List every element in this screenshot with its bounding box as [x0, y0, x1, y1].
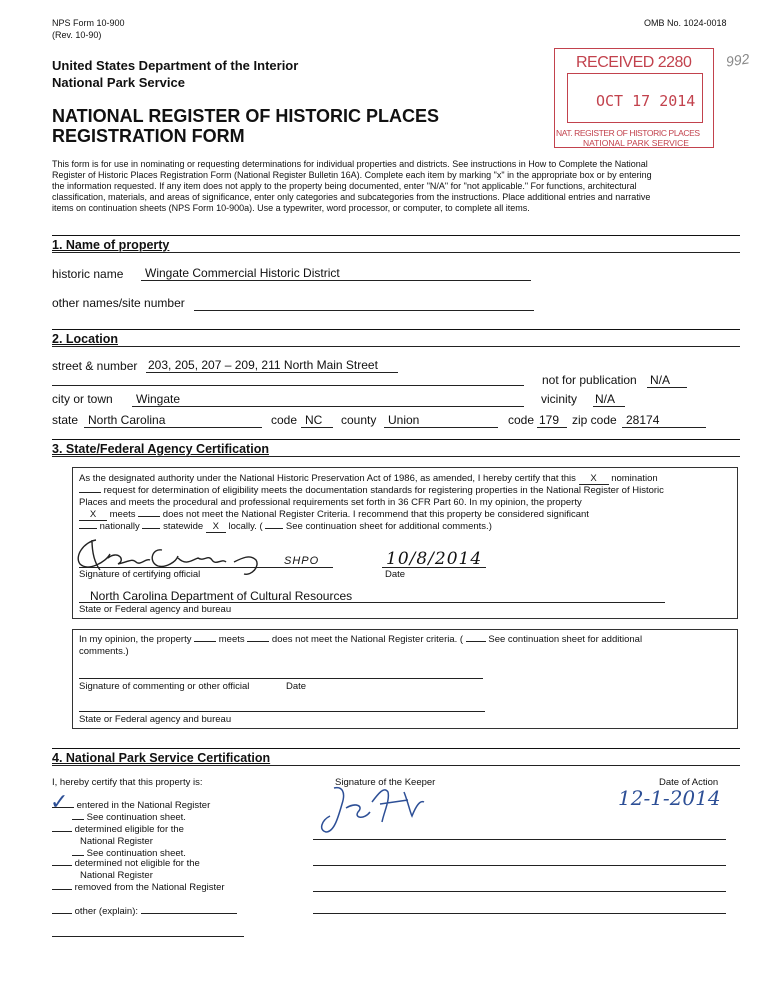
opinion-not-meet-mark[interactable]	[247, 641, 269, 642]
state-value: North Carolina	[88, 413, 166, 427]
other-names-label: other names/site number	[52, 296, 185, 310]
city-field[interactable]	[132, 392, 524, 407]
keeper-signature	[312, 782, 452, 838]
nps-item-continuation-2[interactable]: See continuation sheet.	[72, 848, 186, 859]
stamp-line2: NATIONAL PARK SERVICE	[583, 138, 689, 148]
zip-field[interactable]	[622, 413, 706, 428]
county-code-field[interactable]	[537, 413, 567, 428]
nps-item-continuation-1[interactable]: See continuation sheet.	[72, 812, 186, 823]
keeper-line-1	[313, 839, 726, 840]
nps-item-other[interactable]: other (explain):	[52, 906, 237, 917]
cert-line2: request for determination of eligibility meets the documentation standards for registering properties in the National Register of Historic	[79, 485, 664, 496]
county-value: Union	[388, 413, 420, 427]
nfp-value: N/A	[650, 373, 671, 387]
nomination-mark[interactable]: X	[579, 473, 609, 485]
stamp-line1: NAT. REGISTER OF HISTORIC PLACES	[556, 128, 700, 138]
cert-line4: X meets does not meet the National Register Criteria. I recommend that this property be considered significant	[79, 509, 589, 521]
certifying-date: 10/8/2014	[386, 549, 483, 569]
locally-mark[interactable]: X	[206, 521, 226, 533]
commenting-signature-label: Signature of commenting or other official	[79, 681, 250, 692]
handwritten-number: 992	[725, 50, 751, 70]
agency-value: North Carolina Department of Cultural Resources	[90, 589, 353, 603]
street-value: 203, 205, 207 – 209, 211 North Main Street	[148, 358, 378, 372]
opinion-continuation-mark[interactable]	[466, 641, 486, 642]
nfp-label: not for publication	[542, 373, 637, 387]
historic-name-label: historic name	[52, 267, 124, 281]
nps-item-entered[interactable]: entered in the National Register	[52, 800, 210, 811]
form-revision: (Rev. 10-90)	[52, 30, 102, 40]
agency-label: State or Federal agency and bureau	[79, 604, 232, 615]
department: United States Department of the Interior	[52, 58, 299, 73]
signature-title: SHPO	[284, 555, 320, 567]
vicinity-field[interactable]	[593, 392, 625, 407]
vicinity-value: N/A	[595, 392, 616, 406]
form-title-line1: NATIONAL REGISTER OF HISTORIC PLACES	[52, 106, 440, 126]
nps-intro: I, hereby certify that this property is:	[52, 777, 203, 788]
continuation-mark[interactable]	[265, 528, 283, 529]
cert-line3: Places and meets the procedural and professional requirements set forth in 36 CFR Part 60. In my opinion, the property	[79, 497, 582, 508]
state-code-value: NC	[305, 413, 323, 427]
cert-line1: As the designated authority under the National Historic Preservation Act of 1986, as amended, I hereby certify that this X nomination	[79, 473, 658, 484]
vicinity-label: vicinity	[541, 392, 578, 406]
street-label: street & number	[52, 359, 138, 373]
opinion-meets-mark[interactable]	[194, 641, 216, 642]
nps-item-removed[interactable]: removed from the National Register	[52, 882, 225, 893]
stamp-received: RECEIVED 2280	[576, 54, 692, 71]
service: National Park Service	[52, 75, 185, 90]
street-field[interactable]	[146, 358, 398, 373]
section2-heading: 2. Location	[52, 332, 118, 346]
state-label: state	[52, 413, 79, 427]
omb-number: OMB No. 1024-0018	[644, 18, 727, 28]
state-code-field[interactable]	[301, 413, 333, 428]
opinion-comments: comments.)	[79, 646, 129, 657]
signature-label: Signature of certifying official	[79, 569, 201, 580]
keeper-label: Signature of the Keeper	[335, 777, 436, 788]
nfp-field[interactable]	[647, 373, 687, 388]
county-field[interactable]	[384, 413, 498, 428]
form-title-line2: REGISTRATION FORM	[52, 126, 245, 146]
action-date: 12-1-2014	[618, 786, 721, 810]
zip-label: zip code	[572, 413, 617, 427]
keeper-line-4	[313, 913, 726, 914]
nps-item-eligible-line2: National Register	[80, 836, 153, 847]
meets-mark[interactable]: X	[79, 509, 107, 521]
section3-heading: 3. State/Federal Agency Certification	[52, 442, 269, 456]
stamp-date: OCT 17 2014	[596, 92, 696, 110]
nps-item-eligible[interactable]: determined eligible for the	[52, 824, 184, 835]
form-id: NPS Form 10-900	[52, 18, 125, 28]
action-label: Date of Action	[659, 777, 719, 788]
opinion-line: In my opinion, the property meets does not meet the National Register criteria. ( See continuation sheet for additional	[79, 634, 643, 645]
county-code-label: code	[508, 413, 535, 427]
other-names-field[interactable]	[194, 296, 534, 311]
state-code-label: code	[271, 413, 298, 427]
city-label: city or town	[52, 392, 113, 406]
nps-item-not-eligible-line2: National Register	[80, 870, 153, 881]
cert-line5: nationally statewide X locally. ( See continuation sheet for additional comments.)	[79, 521, 492, 533]
county-code-value: 179	[539, 413, 560, 427]
request-mark[interactable]	[79, 492, 101, 493]
nps-item-not-eligible[interactable]: determined not eligible for the	[52, 858, 200, 869]
statewide-mark[interactable]	[142, 528, 160, 529]
commenting-date-label: Date	[286, 681, 307, 692]
does-not-meet-mark[interactable]	[138, 516, 160, 517]
state-field[interactable]	[84, 413, 262, 428]
section4-heading: 4. National Park Service Certification	[52, 751, 271, 765]
zip-value: 28174	[626, 413, 660, 427]
historic-name-value: Wingate Commercial Historic District	[145, 266, 340, 280]
agency-label-2: State or Federal agency and bureau	[79, 714, 232, 725]
section1-heading: 1. Name of property	[52, 238, 170, 252]
keeper-line-2	[313, 865, 726, 866]
date-label: Date	[385, 569, 406, 580]
entered-check-icon: ✓	[50, 789, 69, 814]
nationally-mark[interactable]	[79, 528, 97, 529]
historic-name-field[interactable]	[141, 266, 531, 281]
other-explain-field[interactable]	[141, 913, 237, 914]
keeper-line-3	[313, 891, 726, 892]
city-value: Wingate	[136, 392, 181, 406]
county-label: county	[341, 413, 377, 427]
